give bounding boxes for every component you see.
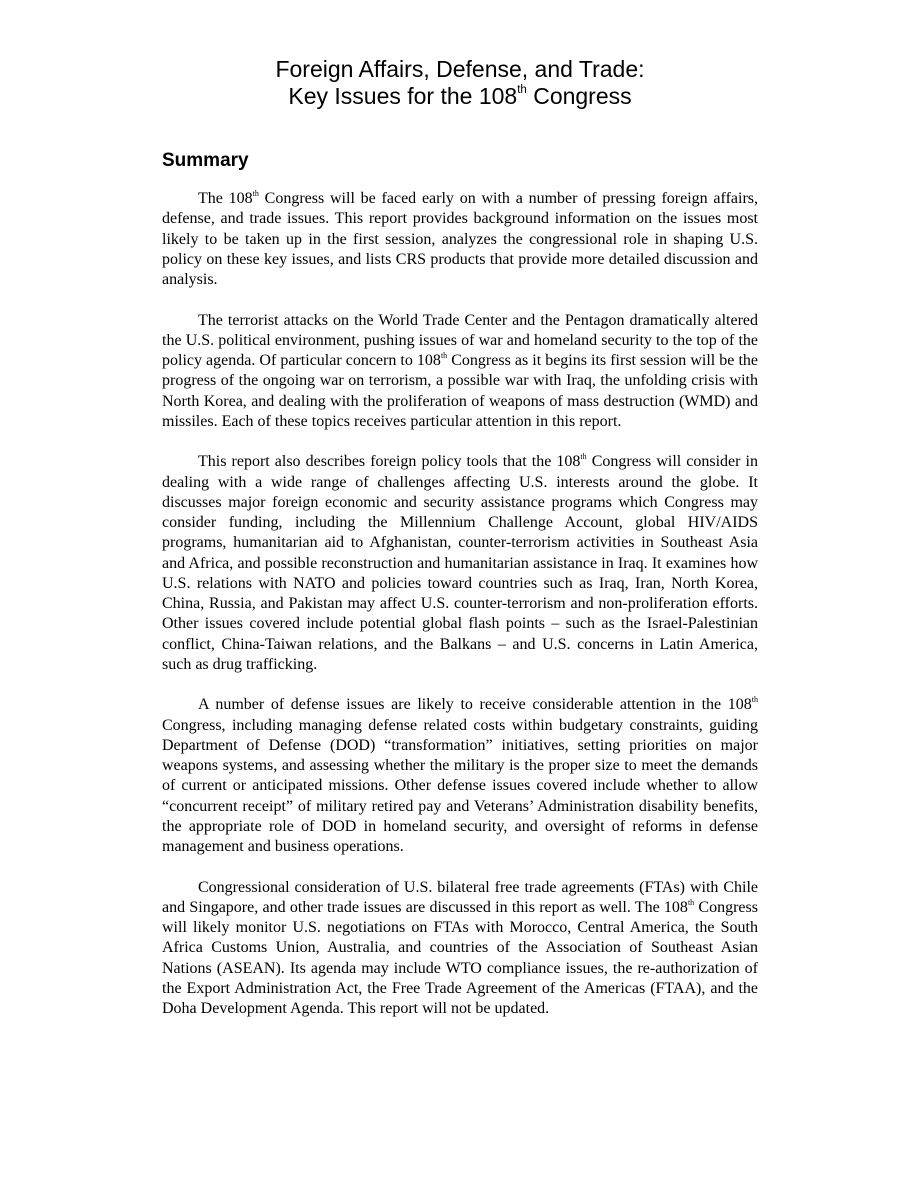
title-ordinal-suffix: th	[517, 84, 527, 97]
paragraph-text: This report also describes foreign policy tools that the 108	[198, 453, 581, 471]
title-line-2	[162, 83, 758, 110]
section-heading-summary: Summary	[162, 150, 249, 171]
paragraph-text: Congress will consider in dealing with a wide range of challenges affecting U.S. interests around the globe. It discusses major foreign economic and security assistance programs which Congress may consider funding, including the Millennium Challenge Account, global HIV/AIDS programs, humanitarian aid to Afghanistan, counter-terrorism activities in Southeast Asia and Africa, and possible reconstruction and humanitarian assistance in Iraq. It examines how U.S. relations with NATO and policies toward countries such as Iraq, Iran, North Korea, China, Russia, and Pakistan may affect U.S. counter-terrorism and non-proliferation efforts. Other issues covered include potential global flash points – such as the Israel-Palestinian conflict, China-Taiwan relations, and the Balkans – and U.S. concerns in Latin America, such as drug trafficking.	[162, 453, 758, 673]
summary-paragraph-5	[162, 878, 758, 1020]
summary-paragraph-3	[162, 452, 758, 675]
ordinal-suffix: th	[687, 897, 695, 907]
ordinal-suffix: th	[440, 350, 448, 360]
paragraph-text: Congress as it begins its first session will be the progress of the ongoing war on terrorism, a possible war with Iraq, the unfolding crisis with North Korea, and dealing with the proliferation of weapons of mass destruction (WMD) and missiles. Each of these topics receives particular attention in this report.	[162, 352, 758, 430]
ordinal-suffix: th	[751, 695, 758, 705]
summary-paragraph-2	[162, 311, 758, 433]
paragraph-text: The terrorist attacks on the World Trade Center and the Pentagon dramatically altered the U.S. political environment, pushing issues of war and homeland security to the top of the policy agenda. Of particular concern to 108	[162, 311, 758, 369]
title-line-2-end: Congress	[526, 83, 632, 109]
paragraph-text: Congress, including managing defense related costs within budgetary constraints, guiding Department of Defense (DOD) “transformation” initiatives, setting priorities on major weapons systems, and assessing whether the military is the proper size to meet the demands of current or anticipated missions. Other defense issues covered include whether to allow “concurrent receipt” of military retired pay and Veterans’ Administration disability benefits, the appropriate role of DOD in homeland security, and oversight of reforms in defense management and business operations.	[162, 716, 758, 855]
paragraph-text: The 108	[198, 190, 253, 207]
title-line-2-text: Key Issues for the 108	[288, 83, 518, 109]
title-line-1: Foreign Affairs, Defense, and Trade:	[275, 56, 645, 82]
document-page	[162, 56, 758, 1019]
document-title	[162, 56, 758, 110]
paragraph-text: Congress will be faced early on with a number of pressing foreign affairs, defense, and trade issues. This report provides background information on the issues most likely to be taken up in the first session, analyzes the congressional role in shaping U.S. policy on these key issues, and lists CRS products that provide more detailed discussion and analysis.	[162, 190, 758, 288]
paragraph-text: Congress will likely monitor U.S. negotiations on FTAs with Morocco, Central America, the South Africa Customs Union, Australia, and countries of the Association of Southeast Asian Nations (ASEAN). Its agenda may include WTO compliance issues, the re-authorization of the Export Administration Act, the Free Trade Agreement of the Americas (FTAA), and the Doha Development Agenda. This report will not be updated.	[162, 898, 758, 1017]
summary-paragraph-1	[162, 189, 758, 290]
ordinal-suffix: th	[580, 452, 587, 462]
summary-paragraph-4	[162, 695, 758, 857]
paragraph-text: A number of defense issues are likely to receive considerable attention in the 108	[198, 696, 752, 714]
paragraph-text: Congressional consideration of U.S. bilateral free trade agreements (FTAs) with Chile and Singapore, and other trade issues are discussed in this report as well. The 108	[162, 878, 758, 916]
ordinal-suffix: th	[252, 188, 259, 198]
